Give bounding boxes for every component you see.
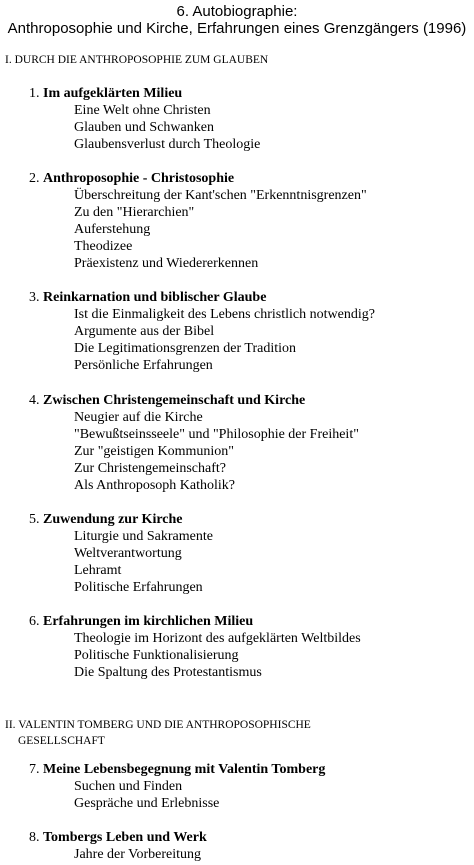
part-heading: I. DURCH DIE ANTHROPOSOPHIE ZUM GLAUBEN	[5, 54, 269, 66]
section-title: Argumente aus der Bibel	[74, 324, 215, 339]
section-title: Politische Erfahrungen	[74, 580, 203, 595]
section-title: Theodizee	[74, 239, 133, 254]
chapter-heading	[29, 85, 182, 102]
part-heading-line: II. VALENTIN TOMBERG UND DIE ANTHROPOSOPHISCHE	[5, 719, 311, 731]
section-title: Theologie im Horizont des aufgeklärten Weltbildes	[74, 631, 361, 646]
chapter-number: 1.	[29, 86, 43, 101]
section-title: Als Anthroposoph Katholik?	[74, 478, 235, 493]
section-title: Persönliche Erfahrungen	[74, 358, 213, 373]
chapter-heading	[29, 761, 325, 778]
section-title: Glauben und Schwanken	[74, 120, 214, 135]
chapter-title: Erfahrungen im kirchlichen Milieu	[43, 614, 254, 629]
chapter-title: Tombergs Leben und Werk	[43, 830, 207, 845]
section-title: Präexistenz und Wiedererkennen	[74, 256, 259, 271]
chapter-heading	[29, 829, 207, 846]
section-title: Ist die Einmaligkeit des Lebens christlich notwendig?	[74, 307, 375, 322]
chapter-title: Zwischen Christengemeinschaft und Kirche	[43, 393, 306, 408]
chapter-title: Reinkarnation und biblischer Glaube	[43, 290, 267, 305]
chapter-number: 4.	[29, 393, 43, 408]
chapter-title: Zuwendung zur Kirche	[43, 512, 183, 527]
part-heading-line: GESELLSCHAFT	[18, 735, 105, 747]
chapter-heading	[29, 511, 183, 528]
section-title: Jahre der Vorbereitung	[74, 847, 201, 862]
chapter-title: Im aufgeklärten Milieu	[43, 86, 183, 101]
section-title: Zu den "Hierarchien"	[74, 205, 195, 220]
chapter-number: 6.	[29, 614, 43, 629]
chapter-number: 5.	[29, 512, 43, 527]
section-title: Zur "geistigen Kommunion"	[74, 444, 234, 459]
chapter-heading	[29, 392, 305, 409]
section-title: Die Legitimationsgrenzen der Tradition	[74, 341, 297, 356]
chapter-heading	[29, 613, 253, 630]
section-title: Politische Funktionalisierung	[74, 648, 239, 663]
chapter-number: 3.	[29, 290, 43, 305]
section-title: Weltverantwortung	[74, 546, 182, 561]
chapter-title: Anthroposophie - Christosophie	[43, 171, 235, 186]
chapter-title: Meine Lebensbegegnung mit Valentin Tomberg	[43, 762, 326, 777]
section-title: Auferstehung	[74, 222, 151, 237]
section-title: Liturgie und Sakramente	[74, 529, 213, 544]
section-title: Suchen und Finden	[74, 779, 183, 794]
section-title: Eine Welt ohne Christen	[74, 103, 211, 118]
section-title: Glaubensverlust durch Theologie	[74, 137, 261, 152]
chapter-heading	[29, 289, 266, 306]
section-title: "Bewußtseinsseele" und "Philosophie der Freiheit"	[74, 427, 359, 442]
section-title: Gespräche und Erlebnisse	[74, 796, 220, 811]
chapter-number: 7.	[29, 762, 43, 777]
part-heading	[5, 717, 311, 749]
chapter-number: 2.	[29, 171, 43, 186]
section-title: Die Spaltung des Protestantismus	[74, 665, 262, 680]
section-title: Neugier auf die Kirche	[74, 410, 203, 425]
document-subtitle: Anthroposophie und Kirche, Erfahrungen eines Grenzgängers (1996)	[7, 20, 467, 37]
document-title: 6. Autobiographie:	[176, 3, 298, 20]
section-title: Überschreitung der Kant'schen "Erkenntnisgrenzen"	[74, 188, 367, 203]
section-title: Lehramt	[74, 563, 122, 578]
chapter-number: 8.	[29, 830, 43, 845]
section-title: Zur Christengemeinschaft?	[74, 461, 227, 476]
chapter-heading	[29, 170, 234, 187]
